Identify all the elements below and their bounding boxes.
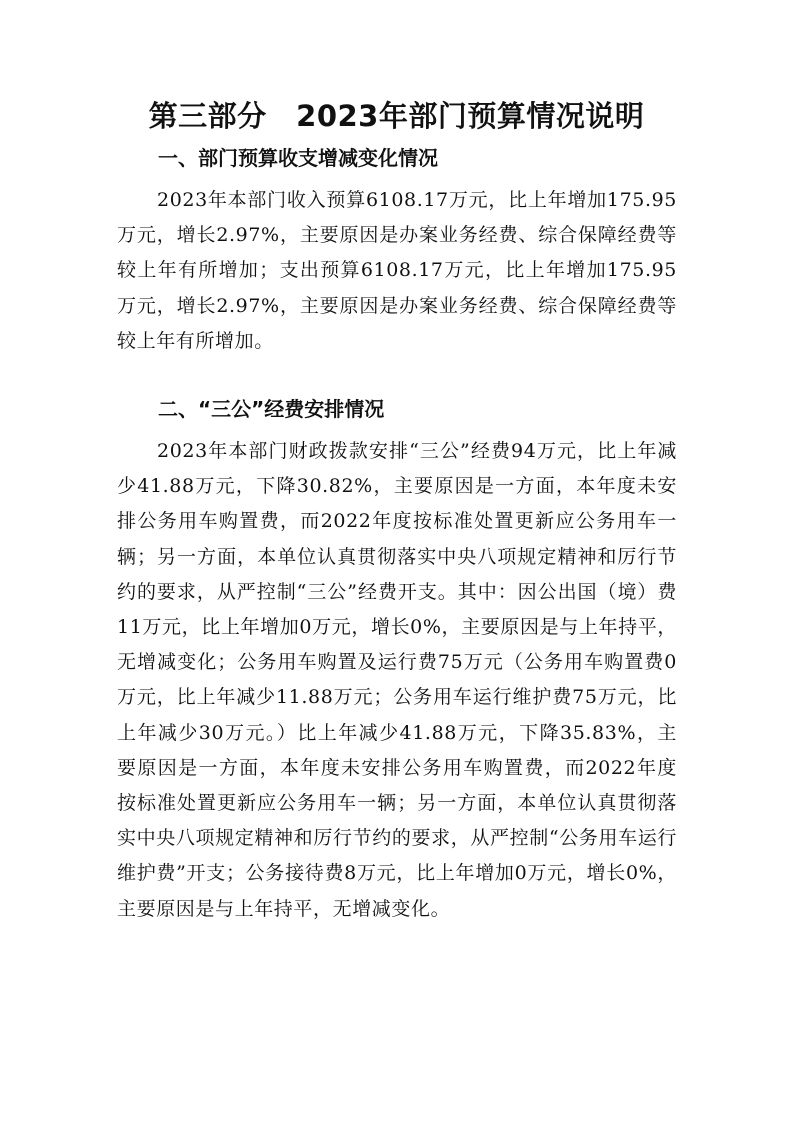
page-title: 第三部分 2023年部门预算情况说明 (148, 99, 645, 133)
section-heading-budget-changes: 一、部门预算收支增减变化情况 (158, 146, 438, 170)
section-heading-three-public-funds: 二、“三公”经费安排情况 (158, 397, 385, 421)
section-paragraph-three-public-funds: 2023年本部门财政拨款安排“三公”经费94万元，比上年减少41.88万元，下降30.82%，主要原因是一方面，本年度未安排公务用车购置费，而2022年度按标准处置更新应公务用车一辆；另一方面，本单位认真贯彻落实中央八项规定精神和厉行节约的要求，从严控制“三公”经费开支。其中：因公出国（境）费11万元，比上年增加0万元，增长0%，主要原因是与上年持平，无增减变化；公务用车购置及运行费75万元（公务用车购置费0万元，比上年减少11.88万元；公务用车运行维护费75万元，比上年减少30万元。）比上年减少41.88万元，下降35.83%，主要原因是一方面，本年度未安排公务用车购置费，而2022年度按标准处置更新应公务用车一辆；另一方面，本单位认真贯彻落实中央八项规定精神和厉行节约的要求，从严控制“公务用车运行维护费”开支；公务接待费8万元，比上年增加0万元，增长0%，主要原因是与上年持平，无增减变化。 (117, 440, 677, 920)
section-paragraph-budget-changes: 2023年本部门收入预算6108.17万元，比上年增加175.95万元，增长2.97%，主要原因是办案业务经费、综合保障经费等较上年有所增加；支出预算6108.17万元，比上年增加175.95万元，增长2.97%，主要原因是办案业务经费、综合保障经费等较上年有所增加。 (117, 189, 677, 352)
